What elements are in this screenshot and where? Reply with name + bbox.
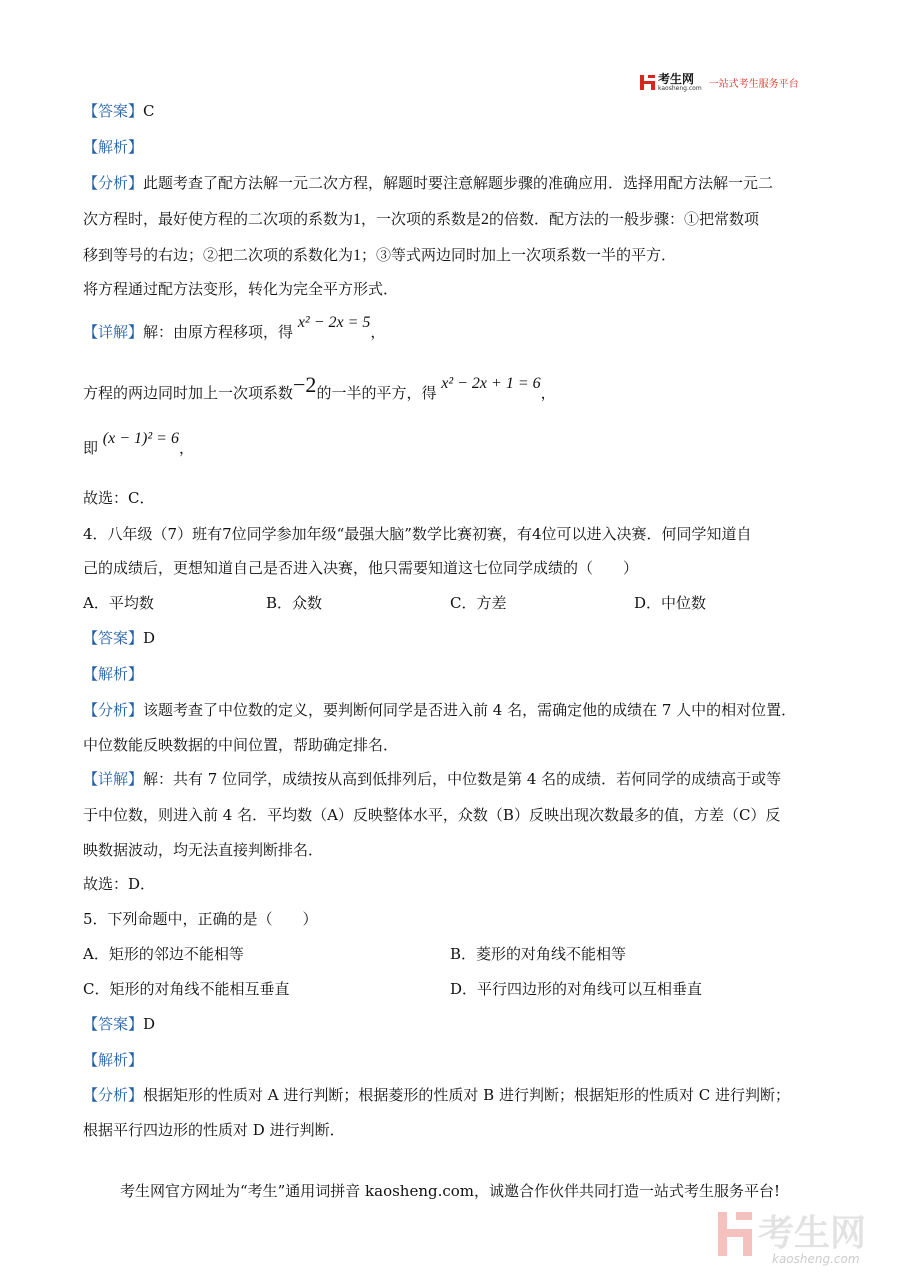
header-logo bbox=[640, 73, 799, 92]
q3-guxuan-line bbox=[83, 488, 154, 508]
xiangjie-tag: 【详解】 bbox=[83, 323, 144, 341]
jiexi-tag: 【解析】 bbox=[83, 138, 144, 156]
fenxi-text: 中位数能反映数据的中间位置，帮助确定排名． bbox=[83, 736, 399, 754]
q4-stem-line-1 bbox=[83, 524, 752, 544]
q3-fenxi-line-3 bbox=[83, 245, 676, 266]
q5-stem-line bbox=[83, 909, 318, 929]
q4-option-b: B．众数 bbox=[266, 594, 323, 612]
q3-answer-line bbox=[83, 101, 155, 121]
number: 1 bbox=[353, 247, 362, 264]
q4-option-c: C．方差 bbox=[450, 594, 507, 612]
stem-text: 位可以进入决赛．何同学知道自 bbox=[541, 525, 752, 543]
q5-option-c: C．矩形的对角线不能相互垂直 bbox=[83, 980, 290, 998]
xiangjie-tag: 【详解】 bbox=[83, 770, 144, 788]
equation-1: x² − 2x = 5 bbox=[297, 314, 371, 331]
q5-fenxi-line-1 bbox=[83, 1085, 790, 1105]
q4-guxuan-line bbox=[83, 874, 155, 894]
q5-fenxi-line-2 bbox=[83, 1120, 345, 1140]
q4-xiangjie-line-1 bbox=[83, 769, 781, 789]
q4-jiexi-line bbox=[83, 664, 143, 684]
q3-xiangjie-line-2 bbox=[83, 372, 556, 404]
watermark bbox=[718, 1212, 866, 1256]
fenxi-text: ，一次项的系数是 bbox=[361, 210, 482, 228]
stem-text: 己的成绩后，更想知道自己是否进入决赛，他只需要知道这七位同学成绩的（ ） bbox=[83, 559, 639, 577]
logo-sub-text: kaosheng.com bbox=[658, 85, 702, 92]
xiangjie-text: 解：共有 7 位同学，成绩按从高到低排列后，中位数是第 4 名的成绩．若何同学的成绩高于或等 bbox=[143, 770, 782, 788]
guxuan-text: 故选：C． bbox=[83, 489, 155, 507]
fenxi-text: 根据平行四边形的性质对 D 进行判断． bbox=[83, 1121, 345, 1139]
fenxi-text: 次方程时，最好使方程的二次项的系数为 bbox=[83, 210, 354, 228]
q3-xiangjie-line-1 bbox=[83, 314, 386, 343]
q5-option-b: B．菱形的对角线不能相等 bbox=[450, 945, 627, 963]
fenxi-text: 根据矩形的性质对 A 进行判断；根据菱形的性质对 B 进行判断；根据矩形的性质对 C 进行判断； bbox=[143, 1086, 790, 1104]
stem-text: 4．八年级（7）班有 bbox=[83, 525, 223, 543]
answer-tag: 【答案】 bbox=[83, 629, 144, 647]
watermark-text: 考生网 bbox=[758, 1213, 867, 1254]
fenxi-text: 的倍数．配方法的一般步骤：①把常数项 bbox=[489, 210, 760, 228]
q4-answer-line bbox=[83, 628, 155, 648]
number: 1 bbox=[353, 211, 362, 228]
fenxi-text: 此题考查了配方法解一元二次方程，解题时要注意解题步骤的准确应用．选择用配方法解一元二 bbox=[143, 174, 774, 192]
watermark-logo-icon bbox=[718, 1212, 752, 1256]
q3-fenxi-line-4 bbox=[83, 279, 398, 299]
q4-fenxi-line-2 bbox=[83, 735, 398, 755]
fenxi-tag: 【分析】 bbox=[83, 701, 144, 719]
fenxi-text: 移到等号的右边；②把二次项的系数化为 bbox=[83, 246, 354, 264]
fenxi-tag: 【分析】 bbox=[83, 1086, 144, 1104]
answer-value: C bbox=[143, 102, 155, 120]
stem-text: 位同学参加年级“最强大脑”数学比赛初赛，有 bbox=[231, 525, 532, 543]
xiangjie-text: 解：由原方程移项，得 bbox=[143, 323, 294, 341]
q4-xiangjie-line-2 bbox=[83, 805, 780, 825]
equation-2: x² − 2x + 1 = 6 bbox=[441, 375, 541, 392]
q3-fenxi-line-1 bbox=[83, 173, 773, 193]
comma: ， bbox=[540, 384, 556, 402]
xiangjie-text: 于中位数，则进入前 4 名．平均数（A）反映整体水平，众数（B）反映出现次数最多的值，方差（C）反 bbox=[83, 806, 781, 824]
fenxi-text: ；③等式两边同时加上一次项系数一半的平方． bbox=[361, 246, 677, 264]
guxuan-text: 故选：D． bbox=[83, 875, 156, 893]
q4-xiangjie-line-3 bbox=[83, 840, 323, 860]
q4-stem-line-2 bbox=[83, 558, 638, 578]
q4-fenxi-line-1 bbox=[83, 700, 796, 720]
fenxi-tag: 【分析】 bbox=[83, 174, 144, 192]
comma: ， bbox=[178, 439, 194, 457]
q4-option-a: A．平均数 bbox=[83, 594, 154, 612]
number: 4 bbox=[531, 525, 542, 543]
fenxi-text: 该题考查了中位数的定义，要判断何同学是否进入前 4 名，需确定他的成绩在 7 人中的相对位置． bbox=[143, 701, 797, 719]
q3-fenxi-line-2 bbox=[83, 209, 759, 230]
xiangjie-text: 方程的两边同时加上一次项系数 bbox=[83, 384, 294, 402]
jiexi-tag: 【解析】 bbox=[83, 1051, 144, 1069]
kaosheng-logo-icon bbox=[640, 75, 655, 90]
number: 7 bbox=[222, 525, 232, 543]
watermark-sub-text: kaosheng.com bbox=[772, 1252, 860, 1266]
coefficient: −2 bbox=[293, 372, 317, 397]
q5-option-d: D．平行四边形的对角线可以互相垂直 bbox=[450, 980, 703, 998]
stem-text: 5．下列命题中，正确的是（ ） bbox=[83, 910, 318, 928]
answer-tag: 【答案】 bbox=[83, 102, 144, 120]
jiexi-tag: 【解析】 bbox=[83, 665, 144, 683]
q4-option-d: D．中位数 bbox=[634, 594, 707, 612]
equation-3: (x − 1)² = 6 bbox=[102, 430, 179, 447]
answer-value: D bbox=[143, 629, 156, 647]
comma: ， bbox=[370, 323, 386, 341]
fenxi-text: 将方程通过配方法变形，转化为完全平方形式． bbox=[83, 280, 399, 298]
xiangjie-text: 的一半的平方，得 bbox=[316, 384, 437, 402]
xiangjie-text: 映数据波动，均无法直接判断排名． bbox=[83, 841, 324, 859]
page-footer: 考生网官方网址为“考生”通用词拼音 kaosheng.com，诚邀合作伙伴共同打造一站式考生服务平台! bbox=[119, 1182, 781, 1200]
xiangjie-text: 即 bbox=[83, 439, 99, 457]
q5-jiexi-line bbox=[83, 1050, 143, 1070]
header-slogan: 一站式考生服务平台 bbox=[708, 79, 799, 90]
answer-value: D bbox=[143, 1015, 156, 1033]
q3-jiexi-line bbox=[83, 137, 143, 157]
answer-tag: 【答案】 bbox=[83, 1015, 144, 1033]
q5-answer-line bbox=[83, 1014, 155, 1034]
q5-option-a: A．矩形的邻边不能相等 bbox=[83, 945, 244, 963]
number: 2 bbox=[481, 211, 490, 228]
logo-main-text: 考生网 bbox=[658, 72, 695, 86]
q3-xiangjie-line-3 bbox=[83, 430, 194, 459]
